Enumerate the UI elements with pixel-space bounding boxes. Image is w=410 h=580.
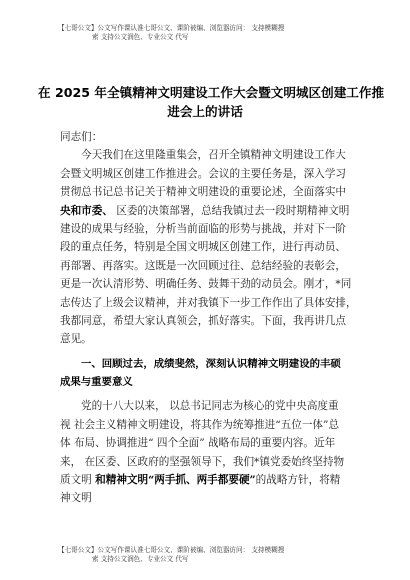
para2-line bbox=[60, 471, 362, 489]
para1-line: 贯彻总书记总书记关于精神文明建设的重要论述，全面落实中 bbox=[60, 186, 347, 199]
para2-line: 神文明 bbox=[60, 492, 92, 505]
para1-line: 今天我们在这里隆重集会，召开全镇精神文明建设工作大 bbox=[81, 149, 346, 162]
para2-text: 质文明 bbox=[60, 474, 96, 487]
para1-line: 志传达了上级会议精神，并对我镇下一步工作作出了具体安排， bbox=[60, 296, 357, 309]
bold-phrase: 和精神文明“两手抓、两手都要硬” bbox=[95, 474, 256, 487]
salutation: 同志们： bbox=[60, 131, 103, 143]
footer-line-2: 索 支持公文润色、专业公文 代写 bbox=[92, 555, 189, 563]
title-line-2: 进会上的讲话 bbox=[167, 104, 243, 119]
para1-text: 区委的决策部署，总结我镇过去一段时期精神文明 bbox=[112, 204, 350, 217]
para1-line: 会暨文明城区创建工作推进会。会议的主要任务是，深入学习 bbox=[60, 167, 347, 180]
para2-line: 党的十八大以来， 以总书记同志为核心的党中央高度重 bbox=[81, 400, 339, 413]
para1-line: 段的重点任务，特别是全国文明城区创建工作，进行再动员、 bbox=[60, 241, 347, 254]
header-line-1: 【七哥公文】公文写作课认准七哥公文、课阶被编、浏览器访问： 支持模糊搜 bbox=[58, 24, 285, 32]
section-heading-line: 成果与重要意义 bbox=[60, 376, 133, 389]
para2-text: 的战略方针，将精 bbox=[255, 474, 341, 487]
title-line-1: 在 2025 年全镇精神文明建设工作大会暨文明城区创建工作推 bbox=[38, 85, 385, 100]
para2-line: 体 布局、协调推进“ 四个全面” 战略布局的重要内容。近年 bbox=[60, 437, 336, 450]
para2-line: 来， 在区委、区政府的坚强领导下，我们*镇党委始终坚持物 bbox=[60, 455, 345, 468]
para2-line: 视 社会主义精神文明建设，将其作为统筹推进“五位一体”总 bbox=[60, 418, 340, 431]
document-title bbox=[38, 83, 385, 121]
para1-line bbox=[60, 202, 362, 220]
page-header bbox=[58, 24, 368, 42]
para1-line: 再部署、再落实。这既是一次回顾过往、总结经验的表彰会， bbox=[60, 259, 347, 272]
footer-line-1: 【七哥公文】公文写作课认准七哥公文、课阶被编、浏览器访问： 支持模糊搜 bbox=[58, 546, 285, 554]
page-footer bbox=[58, 546, 368, 564]
bold-phrase: 央和市委、 bbox=[60, 204, 113, 217]
header-line-2: 索 支持公文润色、专业公文 代写 bbox=[92, 33, 189, 41]
para1-line: 建设的成果与经验，分析当前面临的形势与挑战，并对下一阶 bbox=[60, 222, 347, 235]
para1-line: 更是一次认清形势、明确任务、鼓舞干劲的动员会。刚才，*同 bbox=[60, 278, 352, 291]
document-body bbox=[60, 128, 362, 508]
section-heading-line: 一、回顾过去，成绩斐然，深刻认识精神文明建设的丰硕 bbox=[81, 357, 341, 370]
para1-line: 我都同意，希望大家认真领会，抓好落实。下面，我再讲几点 bbox=[60, 314, 347, 327]
para1-line: 意见。 bbox=[60, 333, 92, 346]
